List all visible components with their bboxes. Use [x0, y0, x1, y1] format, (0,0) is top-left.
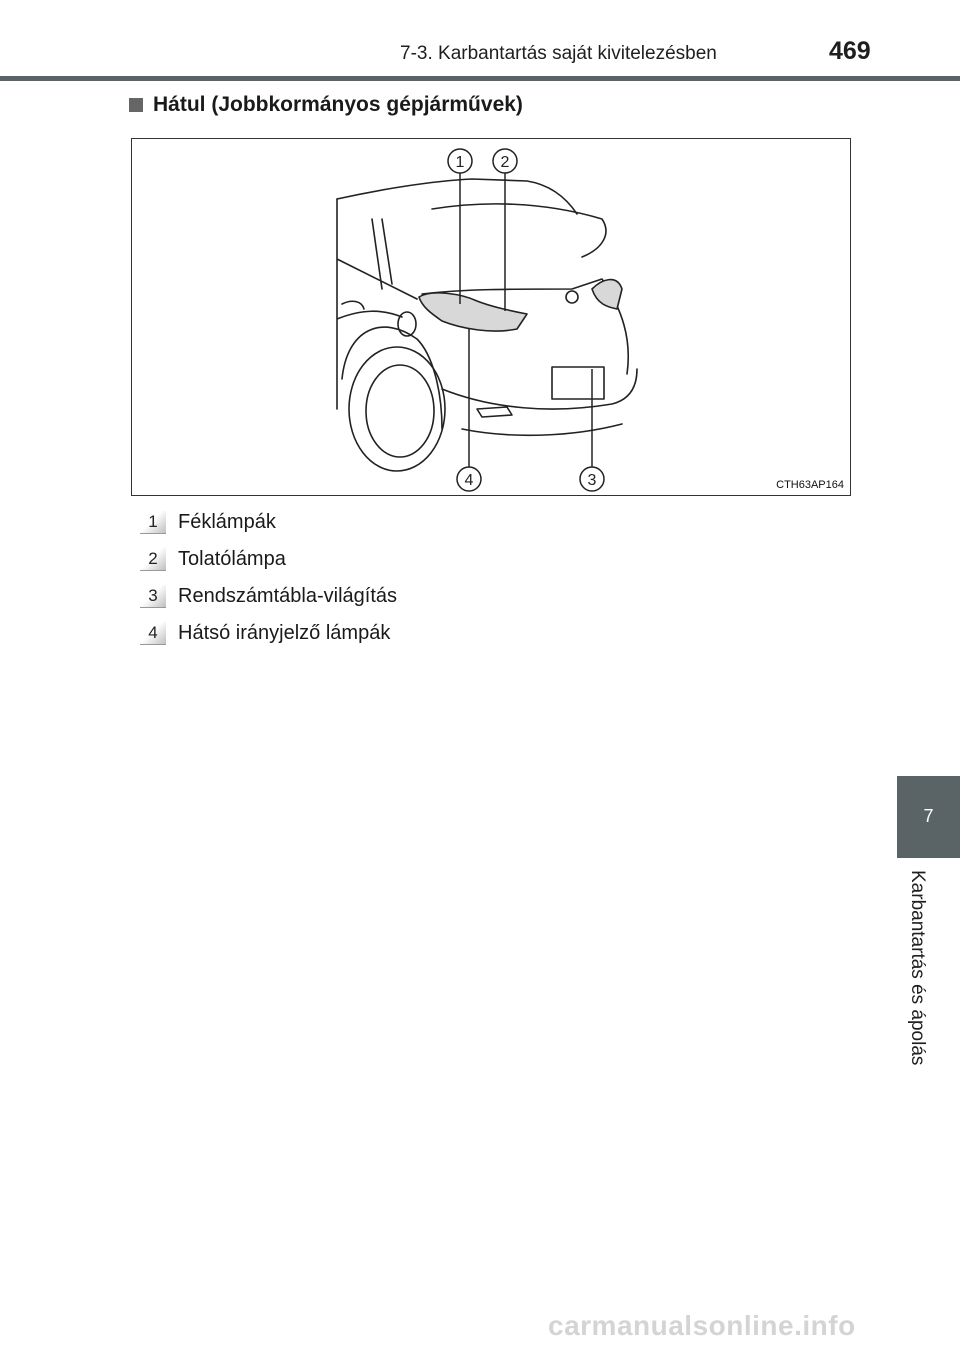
header-rule: [0, 76, 960, 81]
legend-number: 3: [140, 585, 166, 608]
chapter-side-label: Karbantartás és ápolás: [907, 870, 928, 1066]
left-taillight: [419, 293, 527, 331]
section-heading-text: Hátul (Jobbkormányos gépjárművek): [153, 93, 523, 116]
right-taillight: [592, 280, 622, 309]
section-heading: [129, 93, 523, 117]
rear-reflector: [477, 407, 512, 417]
legend-number: 2: [140, 548, 166, 571]
car-illustration: [132, 139, 851, 496]
callout-label-2: 2: [500, 154, 510, 171]
legend-number: 1: [140, 511, 166, 534]
rear-bumper: [442, 369, 637, 409]
door-handle: [342, 301, 364, 309]
roof-outline: [337, 179, 577, 214]
rear-emblem: [566, 291, 578, 303]
spoiler: [432, 204, 606, 257]
header-title: 7-3. Karbantartás saját kivitelezésben: [400, 43, 717, 64]
legend-item: [140, 578, 397, 615]
callout-label-1: 1: [455, 154, 465, 171]
chapter-tab[interactable]: 7: [897, 776, 960, 858]
wheel-arch: [342, 327, 442, 429]
legend-label: Tolatólámpa: [178, 548, 286, 570]
legend-list: [140, 504, 397, 652]
page-number: 469: [829, 37, 871, 65]
legend-item: [140, 504, 397, 541]
license-plate: [552, 367, 604, 399]
callout-label-3: 3: [587, 472, 597, 489]
legend-label: Hátsó irányjelző lámpák: [178, 622, 391, 644]
legend-label: Féklámpák: [178, 511, 276, 533]
rear-wheel-inner: [366, 365, 434, 457]
figure-code: CTH63AP164: [776, 479, 844, 491]
car-rear-figure: [131, 138, 851, 496]
legend-item: [140, 615, 397, 652]
legend-number: 4: [140, 622, 166, 645]
square-bullet-icon: [129, 98, 143, 112]
bumper-lower: [462, 424, 622, 435]
legend-label: Rendszámtábla-világítás: [178, 585, 397, 607]
legend-item: [140, 541, 397, 578]
callout-label-4: 4: [464, 472, 474, 489]
footer-watermark: carmanualsonline.info: [548, 1310, 856, 1341]
